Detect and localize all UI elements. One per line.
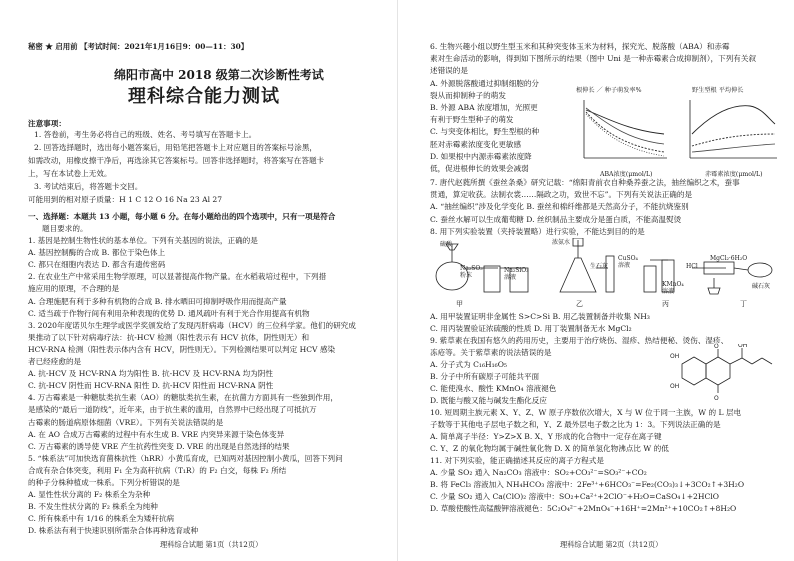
apparatus-c-label: 溶液 [618, 262, 631, 269]
apparatus-caption: 丁 [740, 300, 747, 308]
right-questions-bottom-line: C. 能使溴水、酸性 KMnO₄ 溶液褪色 [430, 384, 557, 393]
left-questions-line: 1. 基因是控制生物性状的基本单位。下列有关基因的说法，正确的是 [28, 236, 258, 245]
left-questions-line: A. 抗-HCV 及 HCV-RNA 均为阳性 B. 抗-HCV 及 HCV-RNA 均为阴性 [28, 369, 273, 379]
exam-title: 绵阳市高中 2018 级第二次诊断性考试 [114, 68, 324, 82]
right-questions-top-line: 素对生命活动的影响，得到如下图所示的结果（图中 Uni 是一种赤霉素合成抑制剂），下列有关叙 [430, 54, 757, 64]
exam-secret-line: 秘密 ★ 启用前 【考试时间：2021年1月16日9：00—11：30】 [28, 42, 249, 51]
left-questions-line: C. 抗-HCV 阴性而 HCV-RNA 阳性 D. 抗-HCV 阳性而 HCV-RNA 阴性 [28, 381, 274, 391]
note-line: 2. 回答选择题时，选出每小题答案后，用铅笔把答题卡上对应题目的答案标号涂黑， [34, 143, 318, 152]
svg-text:OH: OH [670, 353, 680, 360]
right-questions-bottom-line: A. 分子式为 C₁₆H₁₆O₅ [430, 360, 507, 369]
svg-text:O: O [714, 395, 719, 402]
atomic-mass-line: 可能用到的相对原子质量：H 1 C 12 O 16 Na 23 Al 27 [28, 195, 223, 204]
left-questions-line: A. 在 AO 合成万古霉素的过程中有水生成 B. VRE 内突异来源于染色体变异 [28, 429, 285, 439]
left-questions-line: A. 基因控制酶的合成 B. 都位于染色体上 [28, 248, 166, 258]
left-questions-line: 4. 万古霉素是一种糖肽类抗生素（AO）的糖肽类抗生素，在抗菌力方面具有一些独到作用， [28, 393, 338, 403]
left-questions-line: 5. “株系法”可加快选育菌株抗性（hRR）小黄瓜育成，已知两对基因控制小黄瓜，回答下列问 [28, 453, 343, 463]
right-questions-bottom-line: 冻疮等。关于紫草素的说法错误的是 [430, 348, 552, 357]
right-questions-bottom-line: 11. 对下列实验，能正确描述其反应的离子方程式是 [430, 456, 604, 465]
right-questions-bottom-line: A. 少量 SO₂ 通入 Na₂CO₃ 溶液中：SO₂+CO₃²⁻=SO₃²⁻+CO₂ [430, 468, 647, 477]
page-footer: 理科综合试题 第2页（共12页） [560, 540, 663, 549]
apparatus-c-label: CuSO₄ [618, 255, 638, 262]
right-questions-mid-line: C. 蚕丝水解可以生成葡萄糖 D. 丝织制品主要成分是蛋白质，不能高温熨烫 [430, 214, 682, 224]
left-questions-line: 果推动了以下针对病毒疗法：抗-HCV 检测（阳性表示有 HCV 抗体，阴性则无）和 [28, 332, 310, 342]
svg-text:OH: OH [738, 344, 748, 349]
apparatus-a-label: 粉末 [460, 272, 473, 279]
right-questions-mid-line: A. “抽丝编织”涉及化学变化 B. 蚕丝和棉纤维都是天然高分子，不能抗烧鉴别 [430, 202, 689, 212]
left-questions-line: A. 合理施肥有利于多种有机物的合成 B. 排水晒田可抑制呼吸作用而提高产量 [28, 296, 287, 306]
right-questions-top-line: 有利于野生型种子的萌发 [430, 115, 514, 125]
right-questions-mid-line: 7. 唐代赵蕤所撰《蚕丝条桑》研究记载：“绵阳青前衣自种桑养蚕之法，抽丝编织之术，蚕事 [430, 178, 740, 187]
apparatus-caption: 乙 [576, 300, 583, 308]
q6-charts [572, 94, 782, 172]
section-heading: 一、选择题：本题共 13 小题，每小题 6 分。在每小题给出的四个选项中，只有一项是符合 [28, 212, 336, 221]
apparatus-a-label: 硫酸 [440, 241, 453, 248]
note-line: 如需改动，用橡皮擦干净后，再选涂其它答案标号。回答非选择题时，将答案写在答题卡 [28, 156, 325, 165]
q6-right-chart-xlabel: 赤霉素浓度(μmol/L) [705, 171, 763, 178]
right-questions-bottom-line: A. 简单离子半径：Y>Z>X B. X、Y 形成的化合物中一定存在离子键 [430, 432, 662, 441]
right-questions-top-line: B. 外源 ABA 浓度增加，光照更 [430, 103, 538, 112]
right-questions-top-line: 低，促进根伸长的效果会减弱 [430, 164, 529, 173]
left-questions-line: 的种子分株种植成一株系。下列分析错误的是 [28, 478, 180, 487]
right-questions-bottom-line: 10. 短周期主族元素 X、Y、Z、W 原子序数依次增大，X 与 W 位于同一主族，W 的 L 层电 [430, 408, 742, 417]
right-questions-top-line: 胚对赤霉素浓度变化更敏感 [430, 139, 522, 149]
right-questions-top-line: C. 与突变体相比，野生型根的种 [430, 127, 540, 137]
apparatus-a-label: Na₂SO₃ [460, 265, 483, 272]
apparatus-caption: 甲 [456, 300, 463, 308]
right-questions-bottom-line: D. 草酸使酸性高锰酸钾溶液褪色：5C₂O₄²⁻+2MnO₄⁻+16H⁺=2Mn²⁺+10CO₂↑+8H₂O [430, 504, 737, 513]
left-questions-line: D. 株系法有利于快速识别所需杂合体再种选育或种 [28, 526, 199, 536]
apparatus-d-label: MgCl₂·6H₂O [710, 255, 748, 262]
notes-heading: 注意事项： [28, 119, 66, 128]
q6-right-chart-title: 野生型根 平均伸长 [692, 87, 744, 94]
apparatus-b-label: 生石灰 [590, 263, 609, 270]
left-questions-line: HCV-RNA 检测（阳性表示体内含有 HCV，阴性则无）。下列检测结果可以判定 HCV 感染 [28, 344, 336, 354]
apparatus-c-label: KMnO₄ [662, 281, 684, 288]
apparatus-caption: 丙 [662, 300, 669, 308]
q6-left-chart-xlabel: ABA浓度(μmol/L) [600, 171, 653, 178]
left-questions-line: B. 不发生性状分离的 F₂ 株系全为纯种 [28, 502, 158, 512]
page-divider [397, 0, 398, 561]
right-questions-mid-line: 8. 用下列实验装置（夹持装置略）进行实验，不能达到目的的是 [430, 226, 645, 236]
left-questions-line: 古霉素的肠道病原体细菌（VRE）。下列有关说法错误的是 [28, 417, 224, 427]
right-questions-bottom-line: C. Y、Z 的氧化物均属于碱性氧化物 D. X 的简单氢化物沸点比 W 的低 [430, 444, 669, 453]
right-questions-bottom-line: A. 用甲装置证明非金属性 S>C>Si B. 用乙装置制备并收集 NH₃ [430, 312, 650, 321]
left-questions-line: C. 所有株系中有 1/16 的株系全为矮秆抗病 [28, 514, 175, 524]
right-questions-bottom-line: C. 少量 SO₂ 通入 Ca(ClO)₂ 溶液中：SO₂+Ca²⁺+2ClO⁻+H₂O=CaSO₄↓+2HClO [430, 492, 719, 501]
left-questions-line: 是感染的“最后一道防线”，近年来，由于抗生素的滥用，自然界中已经出现了可抵抗万 [28, 405, 317, 415]
svg-text:O: O [714, 344, 719, 350]
left-questions-line: 3. 2020年度诺贝尔生理学或医学奖颁发给了发现丙肝病毒（HCV）的三位科学家。他们的研究成 [28, 320, 356, 330]
shikonin-structure [668, 344, 780, 404]
left-questions-line: A. 显性性状分离的 F₂ 株系全为杂种 [28, 490, 151, 500]
note-line: 3. 考试结束后，将答题卡交回。 [34, 182, 143, 191]
right-questions-bottom-line: B. 分子中所有碳原子可能共平面 [430, 372, 540, 381]
apparatus-c-label: 溶液 [662, 288, 675, 295]
right-questions-bottom-line: D. 既能与酸又能与碱发生酯化反应 [430, 396, 547, 405]
apparatus-b-label: 浓氨水 [552, 239, 571, 246]
page-footer: 理科综合试题 第1页（共12页） [160, 540, 263, 549]
apparatus-d-label: 碱石灰 [752, 283, 771, 290]
left-questions-line: 合成有杂合体突变，利用 F₁ 全为高秆抗病（T₁R）的 F₂ 白交，每株 F₂ 所结 [28, 465, 287, 475]
left-questions-line: C. 都只在细胞内表达 D. 都含有遗传密码 [28, 260, 166, 270]
right-questions-bottom-line: C. 用丙装置验证浓硫酸的性质 D. 用丁装置制备无水 MgCl₂ [430, 324, 632, 333]
section-heading-cont: 题目要求的。 [42, 224, 88, 233]
right-questions-top-line: 述错误的是 [430, 66, 468, 76]
left-questions-line: 施应用的原理，不合理的是 [28, 284, 120, 294]
left-questions-line: C. 万古霉素的诱导使 VRE 产生抗药性突变 D. VRE 的出现是自然选择的结果 [28, 441, 290, 451]
apparatus-a-label: 溶液 [504, 274, 517, 281]
note-line: 上，写在本试卷上无效。 [28, 169, 112, 178]
right-questions-top-line: D. 如果根中内源赤霉素浓度降 [430, 151, 532, 161]
right-page [400, 0, 794, 561]
q6-left-chart-title: 根伸长 ／ 种子萌发率% [576, 87, 642, 94]
left-questions-line: 者已经痊愈的是 [28, 357, 82, 366]
exam-subtitle: 理科综合能力测试 [128, 86, 280, 107]
right-questions-top-line: A. 外源脱落酸通过抑制细胞的分 [430, 78, 540, 88]
right-questions-top-line: 裂从而抑制种子的萌发 [430, 90, 506, 100]
right-questions-bottom-line: 9. 紫草素在我国有悠久的药用历史，主要用于治疗烧伤、湿疹、热结便秘、烫伤、湿疹、 [430, 336, 729, 345]
svg-text:OH: OH [670, 383, 680, 390]
note-line: 1. 答卷前，考生务必将自己的班级、姓名、考号填写在答题卡上。 [34, 130, 257, 139]
left-questions-line: 2. 在农业生产中常采用生物学原理，可以显著提高作物产量。在水稻栽培过程中，下列措 [28, 272, 327, 282]
q6-left-chart [584, 100, 667, 158]
right-questions-mid-line: 贯通，算定收获。法制衣裳……隔政之功，致世不忘”。下列有关说法正确的是 [430, 190, 693, 200]
apparatus-d-label: HCl [686, 263, 698, 270]
left-questions-line: C. 适当疏于作物行间有利用杂种表现的优势 D. 通风疏叶有利于光合作用提高有机物 [28, 308, 310, 318]
right-questions-top-line: 6. 生物兴趣小组以野生型玉米和其种突变体玉米为材料，探究光、脱落酸（ABA）和赤霉 [430, 42, 730, 51]
right-questions-bottom-line: 子数等于其他电子层电子数之和，Y、Z 最外层电子数之比为 1：3。下列说法正确的是 [430, 420, 721, 429]
q6-right-chart [690, 100, 777, 158]
apparatus-a-label: Na₂SiO₃ [504, 267, 529, 274]
right-questions-bottom-line: B. 将 FeCl₃ 溶液加入 NH₄HCO₃ 溶液中：2Fe³⁺+6HCO₃⁻=Fe₂(CO₃)₃↓+3CO₂↑+3H₂O [430, 480, 745, 489]
